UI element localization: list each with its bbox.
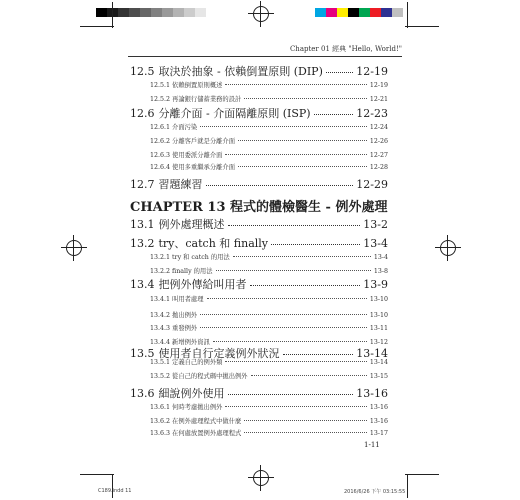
toc-section-entry (130, 216, 388, 232)
toc-entry-text: try 和 catch 的用法 (172, 254, 230, 261)
toc-entry-number: 13.5.1 (150, 359, 171, 366)
toc-entry-number: 13.6.1 (150, 404, 171, 411)
toc-entry-text: 把例外傳給叫用者 (158, 278, 247, 291)
toc-entry-number: 12.7 (130, 178, 155, 191)
dot-leader (225, 361, 366, 362)
toc-page-ref: 13-16 (369, 404, 388, 411)
toc-entry-number: 13.2.2 (150, 268, 171, 275)
toc-entry-text: 分離介面 - 介面隔離原則 (ISP) (158, 107, 311, 120)
toc-entry-title (130, 216, 225, 232)
toc-section-entry (130, 63, 388, 79)
toc-page-ref: 13-8 (373, 268, 388, 275)
toc-page-ref: 13-12 (369, 339, 388, 346)
toc-section-entry (130, 276, 388, 292)
toc-entry-text: 分離客戶就是分離介面 (172, 138, 235, 145)
toc-page-ref: 12-26 (369, 138, 388, 145)
toc-entry-text: 例外處理概述 (158, 218, 225, 231)
toc-entry-title (130, 385, 225, 401)
toc-section-entry (130, 385, 388, 401)
toc-entry-text: 習題練習 (158, 178, 203, 191)
toc-subsection-entry (130, 122, 388, 131)
toc-entry-title (130, 266, 213, 275)
dot-leader (225, 406, 366, 407)
calibration-swatch (315, 8, 326, 17)
toc-subsection-entry (130, 416, 388, 425)
toc-page-ref: 12-29 (356, 178, 388, 191)
toc-entry-text: 使用委派分離介面 (172, 152, 223, 159)
page-number: 1-11 (364, 441, 380, 449)
toc-entry-number: 13.5.2 (150, 373, 171, 380)
toc-entry-title (130, 428, 241, 437)
calibration-swatch (140, 8, 151, 17)
toc-entry-text: 介面污染 (172, 124, 198, 131)
dot-leader (228, 225, 361, 226)
toc-entry-number: 13.4.2 (150, 312, 171, 319)
dot-leader (216, 270, 371, 271)
toc-page-ref: 12-21 (369, 96, 388, 103)
toc-entry-title (130, 176, 203, 192)
toc-entry-title (130, 80, 222, 89)
toc-subsection-entry (130, 402, 388, 411)
calibration-swatch (370, 8, 381, 17)
toc-entry-title (130, 105, 311, 121)
registration-mark-top (253, 6, 269, 22)
toc-entry-number: 12.6.2 (150, 138, 171, 145)
calibration-swatch (129, 8, 140, 17)
toc-page-ref: 13-14 (356, 347, 388, 360)
calibration-swatch (195, 8, 206, 17)
dot-leader (233, 256, 371, 257)
toc-entry-title (130, 294, 204, 303)
toc-page-ref: 12-24 (369, 124, 388, 131)
toc-entry-title (130, 416, 241, 425)
dot-leader (228, 394, 354, 395)
toc-page-ref: 12-19 (369, 82, 388, 89)
chapter-heading: CHAPTER 13 程式的體檢醫生 - 例外處理 (130, 200, 388, 215)
calibration-swatch (162, 8, 173, 17)
dot-leader (244, 98, 367, 99)
toc-entry-title (130, 162, 235, 171)
toc-entry-text: 依賴倒置原則概述 (172, 82, 223, 89)
registration-mark-right (440, 240, 456, 256)
toc-page-ref: 13-4 (363, 237, 388, 250)
calibration-swatch (392, 8, 403, 17)
toc-entry-number: 13.2.1 (150, 254, 171, 261)
toc-entry-number: 13.4.3 (150, 325, 171, 332)
dot-leader (238, 166, 367, 167)
crop-mark (405, 474, 439, 475)
toc-subsection-entry (130, 428, 388, 437)
crop-mark (407, 2, 408, 28)
dot-leader (213, 341, 367, 342)
toc-entry-title (130, 310, 197, 319)
toc-page-ref: 13-16 (356, 387, 388, 400)
registration-mark-bottom (253, 470, 269, 486)
dot-leader (206, 185, 354, 186)
registration-mark-left (66, 240, 82, 256)
crop-mark (407, 474, 408, 498)
dot-leader (250, 285, 361, 286)
dot-leader (244, 420, 367, 421)
toc-entry-number: 13.6.2 (150, 418, 171, 425)
crop-mark (405, 26, 439, 27)
toc-entry-title (130, 94, 241, 103)
toc-entry-title (130, 371, 248, 380)
calibration-swatch (337, 8, 348, 17)
toc-entry-text: 拋出例外 (172, 312, 198, 319)
toc-page-ref: 12-27 (369, 152, 388, 159)
toc-entry-text: 何時考慮拋出例外 (172, 404, 223, 411)
toc-entry-title (130, 136, 235, 145)
toc-entry-text: 使用多重繼承分離介面 (172, 164, 235, 171)
toc-entry-text: 從自己的程式碼中拋出例外 (172, 373, 248, 380)
toc-entry-text: 在何處放置例外處理程式 (172, 430, 242, 437)
toc-entry-number: 12.6.4 (150, 164, 171, 171)
dot-leader (238, 140, 367, 141)
toc-subsection-entry (130, 357, 388, 366)
calibration-swatch (359, 8, 370, 17)
dot-leader (251, 375, 367, 376)
dot-leader (200, 126, 367, 127)
dot-leader (200, 327, 367, 328)
toc-entry-title (130, 235, 268, 251)
toc-entry-text: 定義自己的例外類 (172, 359, 223, 366)
toc-subsection-entry (130, 294, 388, 303)
toc-section-entry (130, 105, 388, 121)
toc-subsection-entry (130, 371, 388, 380)
toc-subsection-entry (130, 310, 388, 319)
toc-entry-text: 新增例外資訊 (172, 339, 210, 346)
toc-page-ref: 13-14 (369, 359, 388, 366)
toc-page-ref: 13-11 (369, 325, 388, 332)
toc-entry-number: 12.6.3 (150, 152, 171, 159)
crop-mark (80, 26, 114, 27)
toc-section-entry (130, 235, 388, 251)
toc-subsection-entry (130, 136, 388, 145)
toc-entry-text: 重發例外 (172, 325, 198, 332)
toc-page-ref: 13-16 (369, 418, 388, 425)
toc-entry-title (130, 357, 222, 366)
running-header: Chapter 01 經典 "Hello, World!" (128, 44, 402, 57)
toc-entry-number: 12.6 (130, 107, 155, 120)
dot-leader (200, 314, 367, 315)
calibration-swatch (96, 8, 107, 17)
calibration-swatch (151, 8, 162, 17)
toc-entry-number: 13.6 (130, 387, 155, 400)
slug-timestamp: 2016/6/26 下午 03:15:55 (344, 489, 406, 495)
toc-entry-title (130, 323, 197, 332)
crop-mark (112, 2, 113, 28)
calibration-swatch (118, 8, 129, 17)
dot-leader (283, 354, 354, 355)
toc-subsection-entry (130, 266, 388, 275)
dot-leader (225, 84, 366, 85)
calibration-swatch (173, 8, 184, 17)
toc-page-ref: 13-4 (373, 254, 388, 261)
toc-entry-text: 取決於抽象 - 依賴倒置原則 (DIP) (158, 65, 323, 78)
color-calibration-bar (315, 8, 403, 17)
calibration-swatch (381, 8, 392, 17)
crop-mark (80, 474, 114, 475)
toc-entry-text: finally 的用法 (172, 268, 213, 275)
dot-leader (244, 432, 367, 433)
toc-page-ref: 12-23 (356, 107, 388, 120)
toc-entry-text: 叫用者處理 (172, 296, 204, 303)
toc-entry-number: 12.5.1 (150, 82, 171, 89)
calibration-swatch (348, 8, 359, 17)
toc-entry-text: 使用者自行定義例外狀況 (158, 347, 280, 360)
crop-mark (112, 474, 113, 498)
toc-page-ref: 13-15 (369, 373, 388, 380)
toc-entry-number: 13.4 (130, 278, 155, 291)
dot-leader (271, 244, 360, 245)
toc-entry-number: 12.6.1 (150, 124, 171, 131)
toc-page-ref: 12-19 (356, 65, 388, 78)
toc-entry-title (130, 402, 222, 411)
toc-subsection-entry (130, 94, 388, 103)
toc-page-ref: 13-17 (369, 430, 388, 437)
toc-subsection-entry (130, 162, 388, 171)
dot-leader (314, 114, 354, 115)
toc-entry-title (130, 150, 222, 159)
toc-entry-text: 在例外處理程式中做什麼 (172, 418, 242, 425)
toc-entry-number: 13.1 (130, 218, 155, 231)
toc-entry-number: 13.5 (130, 347, 155, 360)
toc-subsection-entry (130, 80, 388, 89)
toc-page-ref: 13-10 (369, 312, 388, 319)
toc-page-ref: 12-28 (369, 164, 388, 171)
toc-entry-title (130, 252, 230, 261)
toc-entry-number: 13.4.4 (150, 339, 171, 346)
dot-leader (225, 154, 366, 155)
toc-entry-title (130, 276, 247, 292)
toc-entry-text: try、catch 和 finally (158, 237, 269, 250)
toc-subsection-entry (130, 252, 388, 261)
toc-entry-number: 12.5.2 (150, 96, 171, 103)
dot-leader (207, 298, 367, 299)
toc-section-entry (130, 176, 388, 192)
toc-entry-text: 再論銀行儲蓄業務的設計 (172, 96, 242, 103)
toc-entry-title (130, 122, 197, 131)
toc-entry-title (130, 63, 323, 79)
calibration-swatch (184, 8, 195, 17)
toc-subsection-entry (130, 150, 388, 159)
calibration-swatch (326, 8, 337, 17)
toc-entry-text: 細說例外使用 (158, 387, 225, 400)
toc-entry-number: 13.6.3 (150, 430, 171, 437)
toc-page-ref: 13-10 (369, 296, 388, 303)
toc-entry-number: 12.5 (130, 65, 155, 78)
dot-leader (326, 72, 353, 73)
slug-file-name: C189.indd 11 (98, 488, 132, 494)
toc-entry-number: 13.2 (130, 237, 155, 250)
toc-subsection-entry (130, 323, 388, 332)
toc-entry-number: 13.4.1 (150, 296, 171, 303)
toc-page-ref: 13-9 (363, 278, 388, 291)
toc-page-ref: 13-2 (363, 218, 388, 231)
